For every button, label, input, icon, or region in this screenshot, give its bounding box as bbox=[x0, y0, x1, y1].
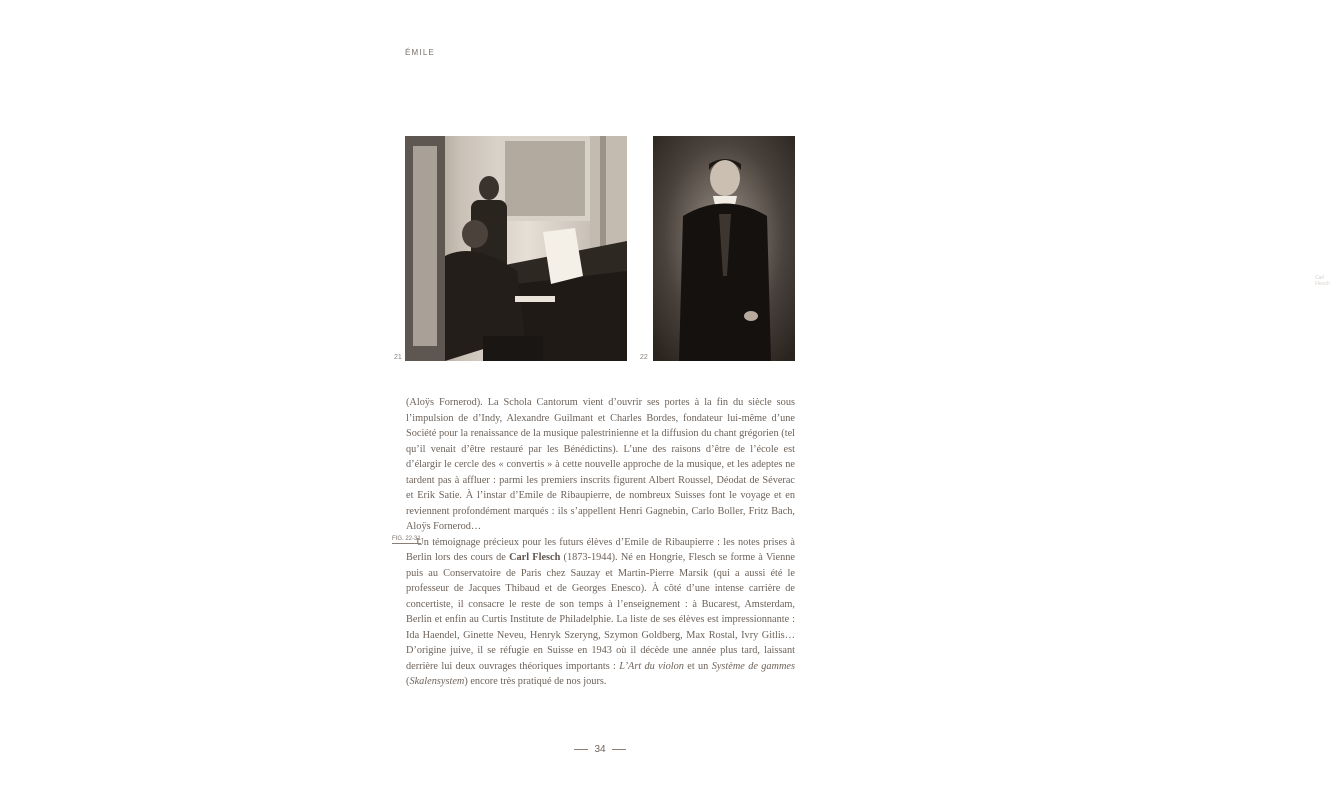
paragraph-2 bbox=[406, 535, 795, 690]
name-carl-flesch: Carl Flesch bbox=[509, 552, 561, 563]
paragraph-2-start: Un témoignage précieux pour les futurs élèves d’Emile de Ribaupierre : les notes prises à Berlin lors des cours de bbox=[406, 536, 795, 563]
photo-pianist bbox=[405, 136, 627, 361]
paragraph-2-end: ) encore très pratiqué de nos jours. bbox=[464, 676, 607, 687]
page-footer bbox=[0, 744, 1200, 755]
body-text bbox=[406, 395, 795, 690]
running-head: ÉMILE bbox=[405, 48, 436, 57]
paragraph-1: (Aloÿs Fornerod). La Schola Cantorum vient d’ouvrir ses portes à la fin du siècle sous l’impulsion de d’Indy, Alexandre Guilmant et Charles Bordes, fondateur lui-même d’une Société pour la renaissance de la musique palestrinienne et la diffusion du chant grégorien (tel qu’il venait d’être restauré par les Bénédictins). L’une des raisons d’être de l’école est d’élargir le cercle des « convertis » à cette nouvelle approche de la musique, et les adeptes ne tardent pas à affluer : parmi les premiers inscrits figurent Albert Roussel, Déodat de Séverac et Erik Satie. À l’instar d’Emile de Ribaupierre, de nombreux Suisses font le voyage et en reviennent profondément marqués : ils s’appellent Henri Gagnebin, Carlo Boller, Fritz Bach, Aloÿs Fornerod… bbox=[406, 397, 795, 532]
paragraph-2-middle: (1873-1944). Né en Hongrie, Flesch se forme à Vienne puis au Conservatoire de Paris chez Sauzay et Martin-Pierre Marsik (qui a aussi été le professeur de Jacques Thibaud et de Georges Enesco). À côté d’une intense carrière de concertiste, il consacre le reste de son temps à l’enseignement : à Bucarest, Amsterdam, Berlin et enfin au Curtis Institute de Philadelphie. La liste de ses élèves est impressionnante : Ida Haendel, Ginette Neveu, Henryk Szeryng, Szymon Goldberg, Max Rostal, Ivry Gitlis… D’origine juive, il se réfugie en Suisse en 1943 où il décède une année plus tard, laissant derrière lui deux ouvrages théoriques importants : bbox=[406, 552, 795, 672]
figure-number-21: 21 bbox=[394, 354, 402, 361]
paragraph-2-paren-open: ( bbox=[406, 676, 410, 687]
photo-portrait-carl-flesch bbox=[653, 136, 1330, 361]
photo-inset-caption: Carl Flesch bbox=[1315, 275, 1330, 287]
paragraph-2-joiner: et un bbox=[683, 660, 712, 672]
figure-reference: FIG. 22-31 bbox=[392, 536, 421, 542]
page-number: 34 bbox=[594, 744, 606, 755]
work-title-art-du-violon: L’Art du violon bbox=[619, 660, 684, 672]
figure-number-22: 22 bbox=[640, 354, 648, 361]
work-title-systeme-de-gammes: Système de gammes bbox=[711, 660, 796, 672]
work-title-skalensystem: Skalensystem bbox=[409, 676, 465, 687]
footer-dash-right bbox=[612, 749, 626, 750]
footer-dash-left bbox=[574, 749, 588, 750]
